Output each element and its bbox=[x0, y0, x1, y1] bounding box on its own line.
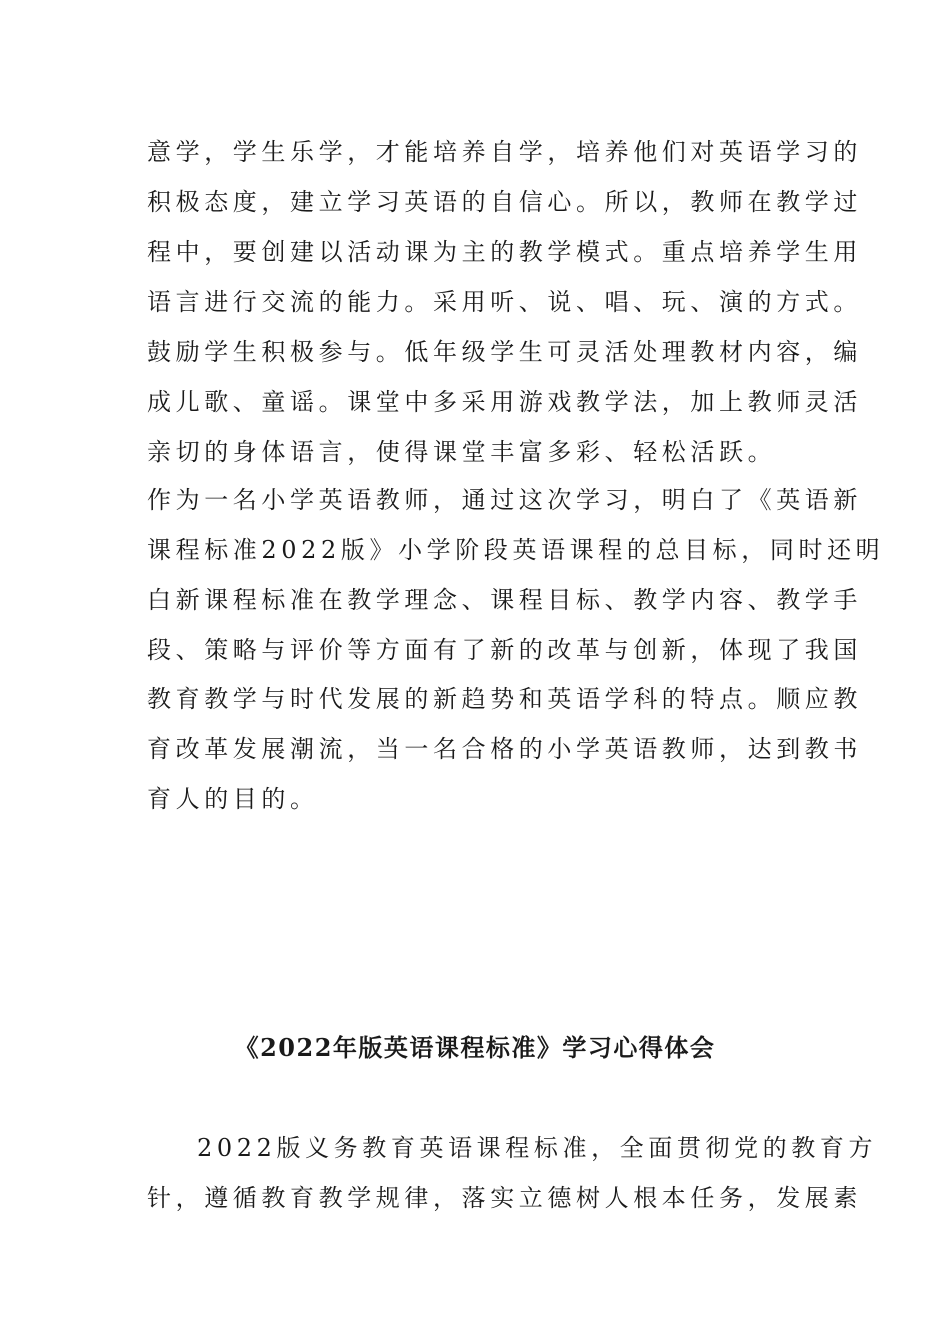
body-text-line: 段、策略与评价等方面有了新的改革与创新，体现了我国 bbox=[147, 636, 862, 664]
body-text-line: 语言进行交流的能力。采用听、说、唱、玩、演的方式。 bbox=[147, 288, 862, 316]
section-title: 《2022年版英语课程标准》学习心得体会 bbox=[234, 1033, 716, 1062]
body-text-line: 鼓励学生积极参与。低年级学生可灵活处理教材内容，编 bbox=[147, 338, 862, 366]
body-text-line: 教育教学与时代发展的新趋势和英语学科的特点。顺应教 bbox=[147, 685, 862, 713]
body-text-line: 白新课程标准在教学理念、课程目标、教学内容、教学手 bbox=[147, 586, 862, 614]
body-text-line: 育改革发展潮流，当一名合格的小学英语教师，达到教书 bbox=[147, 735, 862, 763]
body-text-line: 课程标准2022版》小学阶段英语课程的总目标，同时还明 bbox=[147, 536, 885, 564]
body-text-line: 积极态度，建立学习英语的自信心。所以，教师在教学过 bbox=[147, 188, 862, 216]
body-text-line: 2022版义务教育英语课程标准，全面贯彻党的教育方 bbox=[197, 1134, 878, 1162]
body-text-line: 育人的目的。 bbox=[147, 785, 319, 813]
body-text-line: 亲切的身体语言，使得课堂丰富多彩、轻松活跃。 bbox=[147, 438, 777, 466]
body-text-line: 针，遵循教育教学规律，落实立德树人根本任务，发展素 bbox=[147, 1184, 862, 1212]
body-text-line: 成儿歌、童谣。课堂中多采用游戏教学法，加上教师灵活 bbox=[147, 388, 862, 416]
body-text-line: 程中，要创建以活动课为主的教学模式。重点培养学生用 bbox=[147, 238, 862, 266]
body-text-line: 意学，学生乐学，才能培养自学，培养他们对英语学习的 bbox=[147, 138, 862, 166]
body-text-line: 作为一名小学英语教师，通过这次学习，明白了《英语新 bbox=[147, 486, 862, 514]
